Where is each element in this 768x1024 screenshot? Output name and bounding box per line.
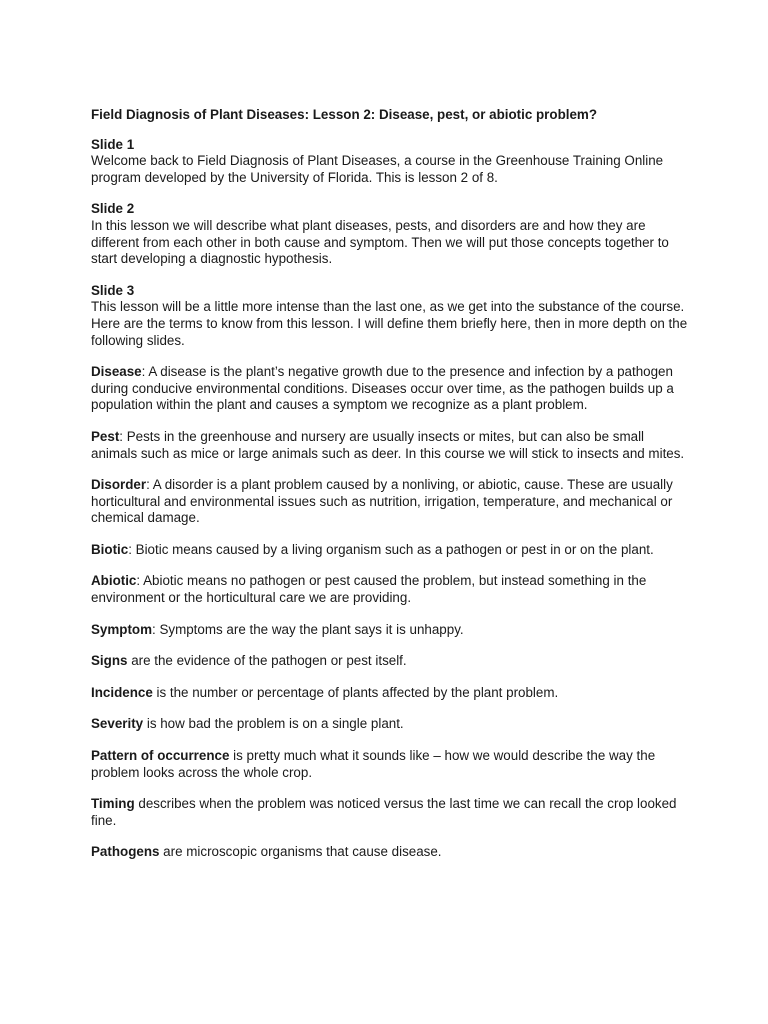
document-title: Field Diagnosis of Plant Diseases: Lesson 2: Disease, pest, or abiotic problem?: [91, 107, 598, 122]
term-disease: [91, 364, 691, 414]
term-name: Incidence: [91, 684, 153, 700]
term-timing: [91, 796, 691, 829]
slide-2-heading: Slide 2: [91, 201, 135, 217]
term-pattern-of-occurrence: [91, 748, 691, 781]
term-name: Severity: [91, 716, 144, 732]
term-definition: is the number or percentage of plants affected by the plant problem.: [152, 684, 559, 700]
term-definition: : Abiotic means no pathogen or pest caused the problem, but instead something in the environment or the horticultural care we are providing.: [91, 573, 647, 606]
slide-3-text: This lesson will be a little more intense than the last one, as we get into the substance of the course. Here are the terms to know from this lesson. I will define them briefly here, then in more depth on the following slides.: [91, 299, 688, 348]
term-name: Symptom: [91, 621, 153, 637]
term-definition: are the evidence of the pathogen or pest itself.: [127, 653, 407, 669]
term-disorder: [91, 477, 691, 527]
term-definition: are microscopic organisms that cause disease.: [159, 844, 442, 860]
term-definition: is pretty much what it sounds like – how we would describe the way the problem looks across the whole crop.: [91, 748, 656, 780]
term-pathogens: [91, 844, 691, 861]
slide-2-text: In this lesson we will describe what plant diseases, pests, and disorders are and how they are different from each other in both cause and symptom. Then we will put those concepts together to start developing a diagnostic hypothesis.: [91, 217, 669, 267]
term-definition: is how bad the problem is on a single plant.: [143, 716, 404, 732]
term-signs: [91, 653, 691, 670]
term-symptom: [91, 622, 691, 639]
slide-1-text: Welcome back to Field Diagnosis of Plant Diseases, a course in the Greenhouse Training Online program developed by the University of Florida. This is lesson 2 of 8.: [91, 153, 664, 185]
term-name: Signs: [91, 653, 128, 669]
term-name: Pest: [91, 428, 120, 444]
term-biotic: [91, 542, 691, 559]
term-name: Disorder: [91, 477, 147, 493]
term-definition: : Symptoms are the way the plant says it is unhappy.: [152, 621, 464, 637]
slide-1-heading: Slide 1: [91, 136, 135, 152]
term-name: Pathogens: [91, 844, 160, 860]
term-incidence: [91, 685, 691, 702]
slide-3-heading: Slide 3: [91, 282, 135, 298]
term-name: Timing: [91, 796, 135, 812]
term-definition: : A disease is the plant’s negative growth due to the presence and infection by a pathogen during conducive environmental conditions. Diseases occur over time, as the pathogen builds up a population within the plant and causes a symptom we recognize as a plant problem.: [91, 364, 674, 413]
term-severity: [91, 716, 691, 733]
term-name: Disease: [91, 364, 142, 380]
slide-3-section: [91, 283, 691, 349]
term-definition: : Biotic means caused by a living organism such as a pathogen or pest in or on the plant.: [128, 541, 654, 557]
term-definition: describes when the problem was noticed versus the last time we can recall the crop looked fine.: [91, 796, 677, 828]
term-name: Pattern of occurrence: [91, 748, 230, 764]
slide-1-section: [91, 137, 691, 187]
term-abiotic: [91, 573, 691, 606]
term-definition: : A disorder is a plant problem caused by a nonliving, or abiotic, cause. These are usually horticultural and environmental issues such as nutrition, irrigation, temperature, and mechanical or chemical damage.: [91, 477, 673, 526]
document-page: [91, 107, 691, 876]
term-name: Biotic: [91, 541, 129, 557]
slide-2-section: [91, 201, 691, 267]
term-name: Abiotic: [91, 573, 137, 589]
term-definition: : Pests in the greenhouse and nursery are usually insects or mites, but can also be small animals such as mice or large animals such as deer. In this course we will stick to insects and mites.: [91, 428, 685, 461]
term-pest: [91, 429, 691, 462]
